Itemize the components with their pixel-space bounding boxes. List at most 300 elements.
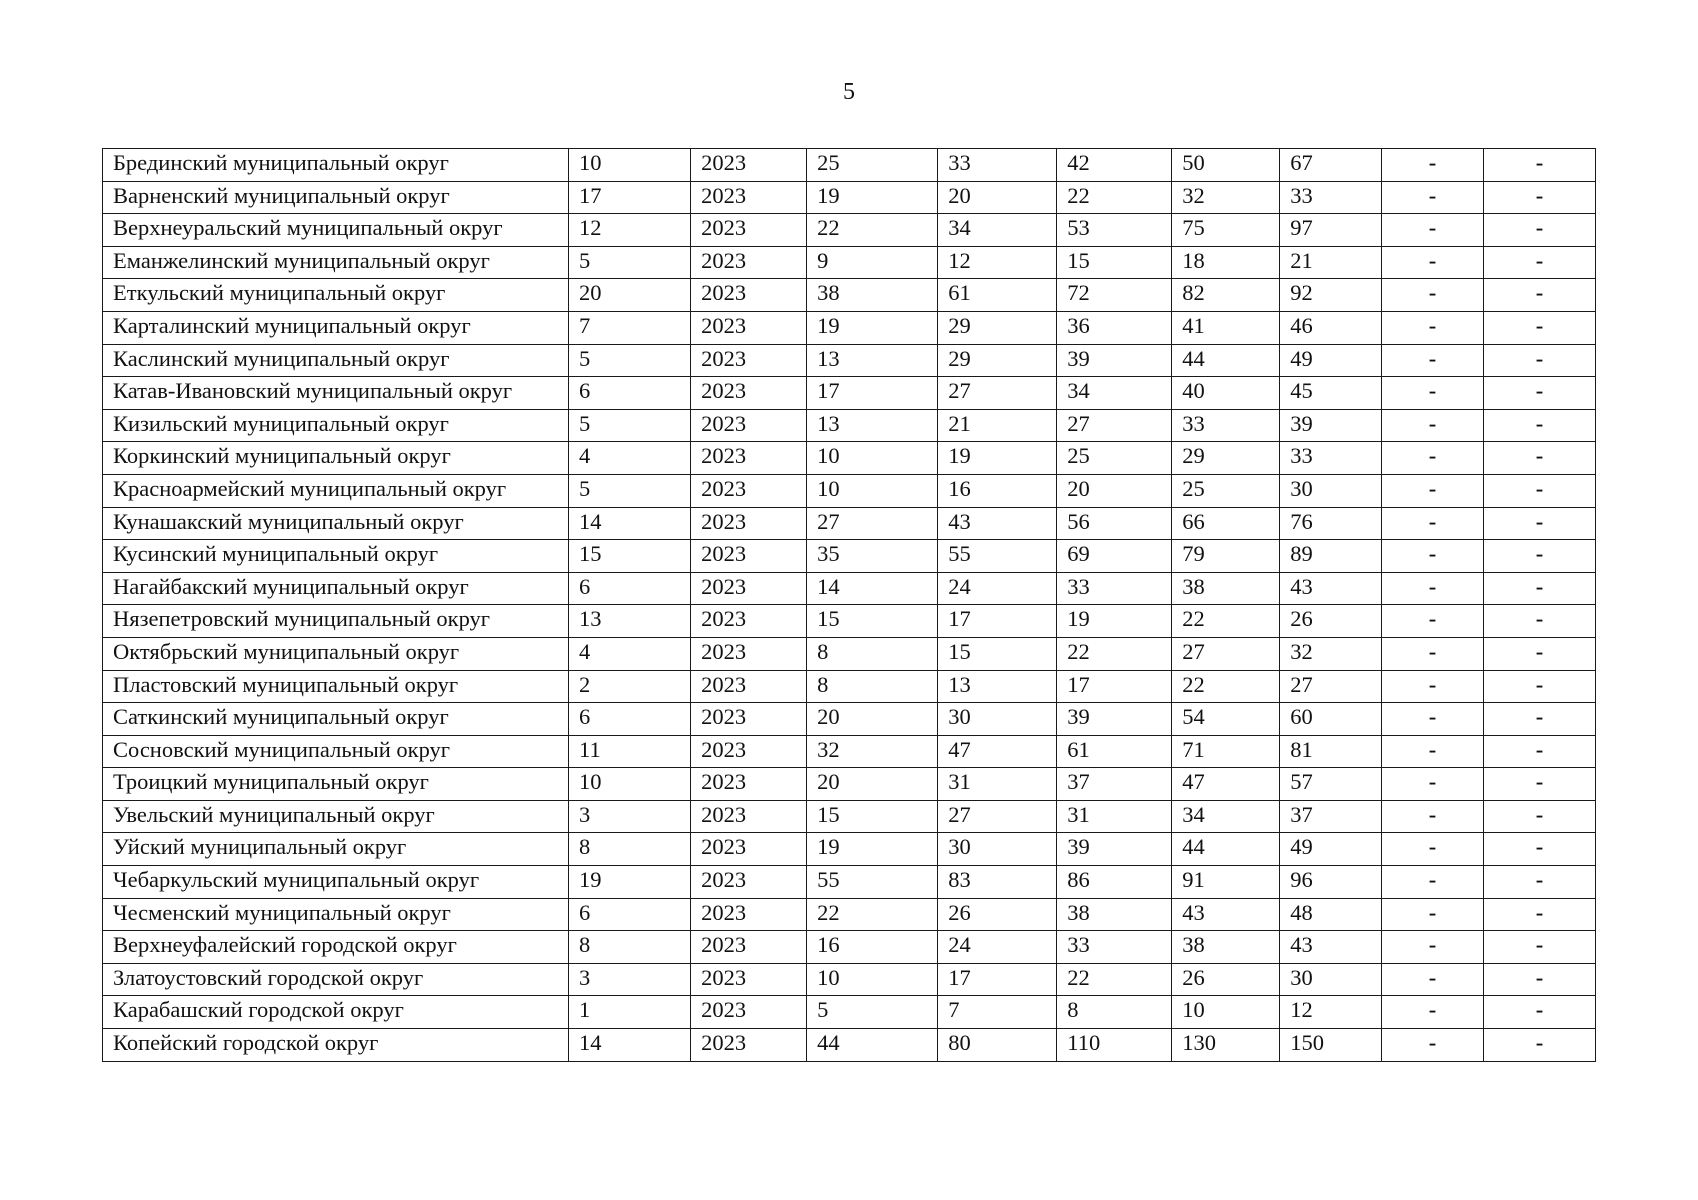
dash-cell: - <box>1483 214 1595 247</box>
value-cell: 17 <box>938 963 1057 996</box>
year-cell: 2023 <box>691 996 807 1029</box>
value-cell: 16 <box>938 474 1057 507</box>
value-cell: 34 <box>1057 377 1172 410</box>
dash-cell: - <box>1382 996 1484 1029</box>
value-cell: 14 <box>569 507 691 540</box>
value-cell: 10 <box>569 768 691 801</box>
value-cell: 1 <box>569 996 691 1029</box>
value-cell: 44 <box>1172 833 1280 866</box>
dash-cell: - <box>1483 735 1595 768</box>
value-cell: 20 <box>569 279 691 312</box>
year-cell: 2023 <box>691 572 807 605</box>
district-name-cell: Кизильский муниципальный округ <box>103 409 569 442</box>
value-cell: 54 <box>1172 703 1280 736</box>
dash-cell: - <box>1483 377 1595 410</box>
value-cell: 81 <box>1280 735 1382 768</box>
table-row <box>103 866 1596 899</box>
value-cell: 53 <box>1057 214 1172 247</box>
dash-cell: - <box>1382 898 1484 931</box>
page-number: 5 <box>843 79 855 105</box>
district-name-cell: Еткульский муниципальный округ <box>103 279 569 312</box>
value-cell: 4 <box>569 637 691 670</box>
value-cell: 20 <box>938 181 1057 214</box>
district-name-cell: Нагайбакский муниципальный округ <box>103 572 569 605</box>
value-cell: 32 <box>1280 637 1382 670</box>
value-cell: 15 <box>807 800 938 833</box>
value-cell: 55 <box>807 866 938 899</box>
value-cell: 24 <box>938 931 1057 964</box>
district-name-cell: Чесменский муниципальный округ <box>103 898 569 931</box>
year-cell: 2023 <box>691 768 807 801</box>
value-cell: 29 <box>938 311 1057 344</box>
value-cell: 22 <box>1057 637 1172 670</box>
table-row <box>103 540 1596 573</box>
dash-cell: - <box>1382 833 1484 866</box>
value-cell: 22 <box>1057 181 1172 214</box>
table-row <box>103 931 1596 964</box>
value-cell: 27 <box>1280 670 1382 703</box>
dash-cell: - <box>1382 735 1484 768</box>
value-cell: 3 <box>569 963 691 996</box>
dash-cell: - <box>1382 409 1484 442</box>
year-cell: 2023 <box>691 311 807 344</box>
dash-cell: - <box>1483 507 1595 540</box>
value-cell: 29 <box>938 344 1057 377</box>
value-cell: 12 <box>938 246 1057 279</box>
table-row <box>103 214 1596 247</box>
value-cell: 17 <box>938 605 1057 638</box>
dash-cell: - <box>1483 637 1595 670</box>
value-cell: 37 <box>1280 800 1382 833</box>
dash-cell: - <box>1382 214 1484 247</box>
value-cell: 43 <box>1172 898 1280 931</box>
value-cell: 20 <box>807 703 938 736</box>
table-row <box>103 507 1596 540</box>
table-row <box>103 996 1596 1029</box>
table-row <box>103 963 1596 996</box>
value-cell: 61 <box>1057 735 1172 768</box>
dash-cell: - <box>1382 703 1484 736</box>
value-cell: 15 <box>938 637 1057 670</box>
year-cell: 2023 <box>691 670 807 703</box>
value-cell: 13 <box>807 409 938 442</box>
value-cell: 16 <box>807 931 938 964</box>
value-cell: 26 <box>938 898 1057 931</box>
value-cell: 30 <box>938 703 1057 736</box>
dash-cell: - <box>1382 800 1484 833</box>
dash-cell: - <box>1483 149 1595 182</box>
value-cell: 5 <box>807 996 938 1029</box>
value-cell: 75 <box>1172 214 1280 247</box>
dash-cell: - <box>1382 507 1484 540</box>
table-row <box>103 149 1596 182</box>
dash-cell: - <box>1382 377 1484 410</box>
value-cell: 13 <box>569 605 691 638</box>
district-name-cell: Красноармейский муниципальный округ <box>103 474 569 507</box>
value-cell: 46 <box>1280 311 1382 344</box>
year-cell: 2023 <box>691 409 807 442</box>
table-row <box>103 344 1596 377</box>
dash-cell: - <box>1483 246 1595 279</box>
table-row <box>103 833 1596 866</box>
value-cell: 38 <box>1057 898 1172 931</box>
value-cell: 22 <box>807 898 938 931</box>
district-name-cell: Нязепетровский муниципальный округ <box>103 605 569 638</box>
district-name-cell: Еманжелинский муниципальный округ <box>103 246 569 279</box>
value-cell: 49 <box>1280 344 1382 377</box>
year-cell: 2023 <box>691 637 807 670</box>
value-cell: 44 <box>1172 344 1280 377</box>
value-cell: 49 <box>1280 833 1382 866</box>
value-cell: 6 <box>569 898 691 931</box>
value-cell: 56 <box>1057 507 1172 540</box>
year-cell: 2023 <box>691 605 807 638</box>
value-cell: 57 <box>1280 768 1382 801</box>
dash-cell: - <box>1382 344 1484 377</box>
year-cell: 2023 <box>691 377 807 410</box>
value-cell: 79 <box>1172 540 1280 573</box>
value-cell: 25 <box>1172 474 1280 507</box>
district-name-cell: Сосновский муниципальный округ <box>103 735 569 768</box>
district-name-cell: Копейский городской округ <box>103 1029 569 1062</box>
dash-cell: - <box>1382 931 1484 964</box>
value-cell: 44 <box>807 1029 938 1062</box>
year-cell: 2023 <box>691 833 807 866</box>
table-row <box>103 1029 1596 1062</box>
value-cell: 19 <box>1057 605 1172 638</box>
value-cell: 17 <box>569 181 691 214</box>
district-name-cell: Карабашский городской округ <box>103 996 569 1029</box>
value-cell: 39 <box>1280 409 1382 442</box>
table-row <box>103 800 1596 833</box>
table-row <box>103 898 1596 931</box>
year-cell: 2023 <box>691 703 807 736</box>
value-cell: 4 <box>569 442 691 475</box>
dash-cell: - <box>1382 963 1484 996</box>
table-row <box>103 572 1596 605</box>
value-cell: 27 <box>807 507 938 540</box>
value-cell: 14 <box>807 572 938 605</box>
dash-cell: - <box>1483 572 1595 605</box>
district-name-cell: Октябрьский муниципальный округ <box>103 637 569 670</box>
year-cell: 2023 <box>691 963 807 996</box>
district-name-cell: Брединский муниципальный округ <box>103 149 569 182</box>
value-cell: 15 <box>1057 246 1172 279</box>
value-cell: 5 <box>569 246 691 279</box>
value-cell: 10 <box>1172 996 1280 1029</box>
value-cell: 82 <box>1172 279 1280 312</box>
dash-cell: - <box>1382 311 1484 344</box>
table-row <box>103 181 1596 214</box>
value-cell: 27 <box>938 800 1057 833</box>
value-cell: 22 <box>1172 605 1280 638</box>
value-cell: 22 <box>1172 670 1280 703</box>
value-cell: 76 <box>1280 507 1382 540</box>
value-cell: 20 <box>1057 474 1172 507</box>
dash-cell: - <box>1483 996 1595 1029</box>
value-cell: 8 <box>569 931 691 964</box>
year-cell: 2023 <box>691 866 807 899</box>
value-cell: 6 <box>569 703 691 736</box>
value-cell: 34 <box>1172 800 1280 833</box>
year-cell: 2023 <box>691 1029 807 1062</box>
value-cell: 5 <box>569 474 691 507</box>
value-cell: 37 <box>1057 768 1172 801</box>
district-name-cell: Верхнеуфалейский городской округ <box>103 931 569 964</box>
dash-cell: - <box>1382 605 1484 638</box>
value-cell: 22 <box>1057 963 1172 996</box>
year-cell: 2023 <box>691 279 807 312</box>
value-cell: 19 <box>807 833 938 866</box>
year-cell: 2023 <box>691 540 807 573</box>
value-cell: 3 <box>569 800 691 833</box>
dash-cell: - <box>1382 670 1484 703</box>
table-row <box>103 409 1596 442</box>
dash-cell: - <box>1382 768 1484 801</box>
table-row <box>103 279 1596 312</box>
value-cell: 33 <box>1172 409 1280 442</box>
table-row <box>103 311 1596 344</box>
value-cell: 39 <box>1057 833 1172 866</box>
value-cell: 97 <box>1280 214 1382 247</box>
dash-cell: - <box>1483 311 1595 344</box>
value-cell: 11 <box>569 735 691 768</box>
value-cell: 5 <box>569 344 691 377</box>
year-cell: 2023 <box>691 181 807 214</box>
value-cell: 47 <box>938 735 1057 768</box>
value-cell: 30 <box>1280 474 1382 507</box>
value-cell: 33 <box>1057 572 1172 605</box>
value-cell: 96 <box>1280 866 1382 899</box>
year-cell: 2023 <box>691 149 807 182</box>
value-cell: 35 <box>807 540 938 573</box>
dash-cell: - <box>1382 540 1484 573</box>
value-cell: 19 <box>938 442 1057 475</box>
value-cell: 25 <box>1057 442 1172 475</box>
value-cell: 2 <box>569 670 691 703</box>
value-cell: 92 <box>1280 279 1382 312</box>
value-cell: 55 <box>938 540 1057 573</box>
dash-cell: - <box>1483 1029 1595 1062</box>
value-cell: 67 <box>1280 149 1382 182</box>
value-cell: 12 <box>1280 996 1382 1029</box>
value-cell: 38 <box>1172 931 1280 964</box>
table-row <box>103 605 1596 638</box>
dash-cell: - <box>1382 246 1484 279</box>
district-name-cell: Саткинский муниципальный округ <box>103 703 569 736</box>
district-name-cell: Чебаркульский муниципальный округ <box>103 866 569 899</box>
value-cell: 6 <box>569 572 691 605</box>
dash-cell: - <box>1483 703 1595 736</box>
value-cell: 45 <box>1280 377 1382 410</box>
value-cell: 8 <box>807 637 938 670</box>
district-name-cell: Троицкий муниципальный округ <box>103 768 569 801</box>
district-name-cell: Пластовский муниципальный округ <box>103 670 569 703</box>
year-cell: 2023 <box>691 474 807 507</box>
value-cell: 48 <box>1280 898 1382 931</box>
district-name-cell: Кунашакский муниципальный округ <box>103 507 569 540</box>
dash-cell: - <box>1483 898 1595 931</box>
value-cell: 30 <box>1280 963 1382 996</box>
table-row <box>103 670 1596 703</box>
value-cell: 7 <box>569 311 691 344</box>
dash-cell: - <box>1483 963 1595 996</box>
value-cell: 72 <box>1057 279 1172 312</box>
year-cell: 2023 <box>691 735 807 768</box>
value-cell: 17 <box>1057 670 1172 703</box>
value-cell: 18 <box>1172 246 1280 279</box>
dash-cell: - <box>1382 637 1484 670</box>
value-cell: 60 <box>1280 703 1382 736</box>
value-cell: 39 <box>1057 703 1172 736</box>
value-cell: 40 <box>1172 377 1280 410</box>
value-cell: 33 <box>1057 931 1172 964</box>
dash-cell: - <box>1483 442 1595 475</box>
value-cell: 150 <box>1280 1029 1382 1062</box>
year-cell: 2023 <box>691 898 807 931</box>
value-cell: 31 <box>938 768 1057 801</box>
value-cell: 91 <box>1172 866 1280 899</box>
value-cell: 26 <box>1280 605 1382 638</box>
table-row <box>103 735 1596 768</box>
value-cell: 66 <box>1172 507 1280 540</box>
value-cell: 7 <box>938 996 1057 1029</box>
table-row <box>103 474 1596 507</box>
value-cell: 34 <box>938 214 1057 247</box>
dash-cell: - <box>1483 540 1595 573</box>
dash-cell: - <box>1483 605 1595 638</box>
district-name-cell: Кусинский муниципальный округ <box>103 540 569 573</box>
dash-cell: - <box>1382 866 1484 899</box>
value-cell: 33 <box>1280 442 1382 475</box>
value-cell: 33 <box>938 149 1057 182</box>
value-cell: 80 <box>938 1029 1057 1062</box>
district-name-cell: Увельский муниципальный округ <box>103 800 569 833</box>
value-cell: 32 <box>807 735 938 768</box>
dash-cell: - <box>1483 670 1595 703</box>
value-cell: 39 <box>1057 344 1172 377</box>
dash-cell: - <box>1483 768 1595 801</box>
district-name-cell: Коркинский муниципальный округ <box>103 442 569 475</box>
value-cell: 12 <box>569 214 691 247</box>
table-row <box>103 442 1596 475</box>
value-cell: 13 <box>807 344 938 377</box>
value-cell: 43 <box>1280 931 1382 964</box>
value-cell: 38 <box>807 279 938 312</box>
value-cell: 5 <box>569 409 691 442</box>
year-cell: 2023 <box>691 442 807 475</box>
district-name-cell: Златоустовский городской округ <box>103 963 569 996</box>
value-cell: 27 <box>938 377 1057 410</box>
value-cell: 30 <box>938 833 1057 866</box>
value-cell: 10 <box>807 963 938 996</box>
district-name-cell: Катав-Ивановский муниципальный округ <box>103 377 569 410</box>
year-cell: 2023 <box>691 214 807 247</box>
value-cell: 19 <box>807 181 938 214</box>
value-cell: 29 <box>1172 442 1280 475</box>
value-cell: 33 <box>1280 181 1382 214</box>
value-cell: 110 <box>1057 1029 1172 1062</box>
value-cell: 20 <box>807 768 938 801</box>
dash-cell: - <box>1483 474 1595 507</box>
dash-cell: - <box>1382 572 1484 605</box>
value-cell: 38 <box>1172 572 1280 605</box>
data-table <box>102 148 1596 1062</box>
district-name-cell: Варненский муниципальный округ <box>103 181 569 214</box>
value-cell: 36 <box>1057 311 1172 344</box>
value-cell: 10 <box>807 442 938 475</box>
year-cell: 2023 <box>691 507 807 540</box>
value-cell: 9 <box>807 246 938 279</box>
value-cell: 17 <box>807 377 938 410</box>
value-cell: 43 <box>938 507 1057 540</box>
dash-cell: - <box>1483 931 1595 964</box>
value-cell: 8 <box>1057 996 1172 1029</box>
dash-cell: - <box>1483 181 1595 214</box>
value-cell: 69 <box>1057 540 1172 573</box>
value-cell: 41 <box>1172 311 1280 344</box>
value-cell: 71 <box>1172 735 1280 768</box>
district-name-cell: Уйский муниципальный округ <box>103 833 569 866</box>
district-name-cell: Карталинский муниципальный округ <box>103 311 569 344</box>
value-cell: 19 <box>807 311 938 344</box>
value-cell: 13 <box>938 670 1057 703</box>
value-cell: 8 <box>807 670 938 703</box>
district-name-cell: Верхнеуральский муниципальный округ <box>103 214 569 247</box>
value-cell: 24 <box>938 572 1057 605</box>
value-cell: 130 <box>1172 1029 1280 1062</box>
year-cell: 2023 <box>691 931 807 964</box>
value-cell: 83 <box>938 866 1057 899</box>
value-cell: 27 <box>1057 409 1172 442</box>
dash-cell: - <box>1483 344 1595 377</box>
dash-cell: - <box>1483 279 1595 312</box>
district-name-cell: Каслинский муниципальный округ <box>103 344 569 377</box>
value-cell: 86 <box>1057 866 1172 899</box>
table-body <box>103 149 1596 1062</box>
value-cell: 25 <box>807 149 938 182</box>
value-cell: 27 <box>1172 637 1280 670</box>
dash-cell: - <box>1382 1029 1484 1062</box>
value-cell: 15 <box>569 540 691 573</box>
value-cell: 32 <box>1172 181 1280 214</box>
value-cell: 10 <box>807 474 938 507</box>
value-cell: 8 <box>569 833 691 866</box>
value-cell: 10 <box>569 149 691 182</box>
dash-cell: - <box>1382 149 1484 182</box>
value-cell: 15 <box>807 605 938 638</box>
value-cell: 31 <box>1057 800 1172 833</box>
value-cell: 42 <box>1057 149 1172 182</box>
table-row <box>103 703 1596 736</box>
dash-cell: - <box>1483 800 1595 833</box>
value-cell: 6 <box>569 377 691 410</box>
value-cell: 89 <box>1280 540 1382 573</box>
value-cell: 43 <box>1280 572 1382 605</box>
value-cell: 21 <box>938 409 1057 442</box>
value-cell: 21 <box>1280 246 1382 279</box>
dash-cell: - <box>1382 474 1484 507</box>
value-cell: 47 <box>1172 768 1280 801</box>
table-row <box>103 637 1596 670</box>
table-row <box>103 377 1596 410</box>
dash-cell: - <box>1382 442 1484 475</box>
value-cell: 14 <box>569 1029 691 1062</box>
value-cell: 26 <box>1172 963 1280 996</box>
year-cell: 2023 <box>691 246 807 279</box>
table-row <box>103 768 1596 801</box>
table-row <box>103 246 1596 279</box>
